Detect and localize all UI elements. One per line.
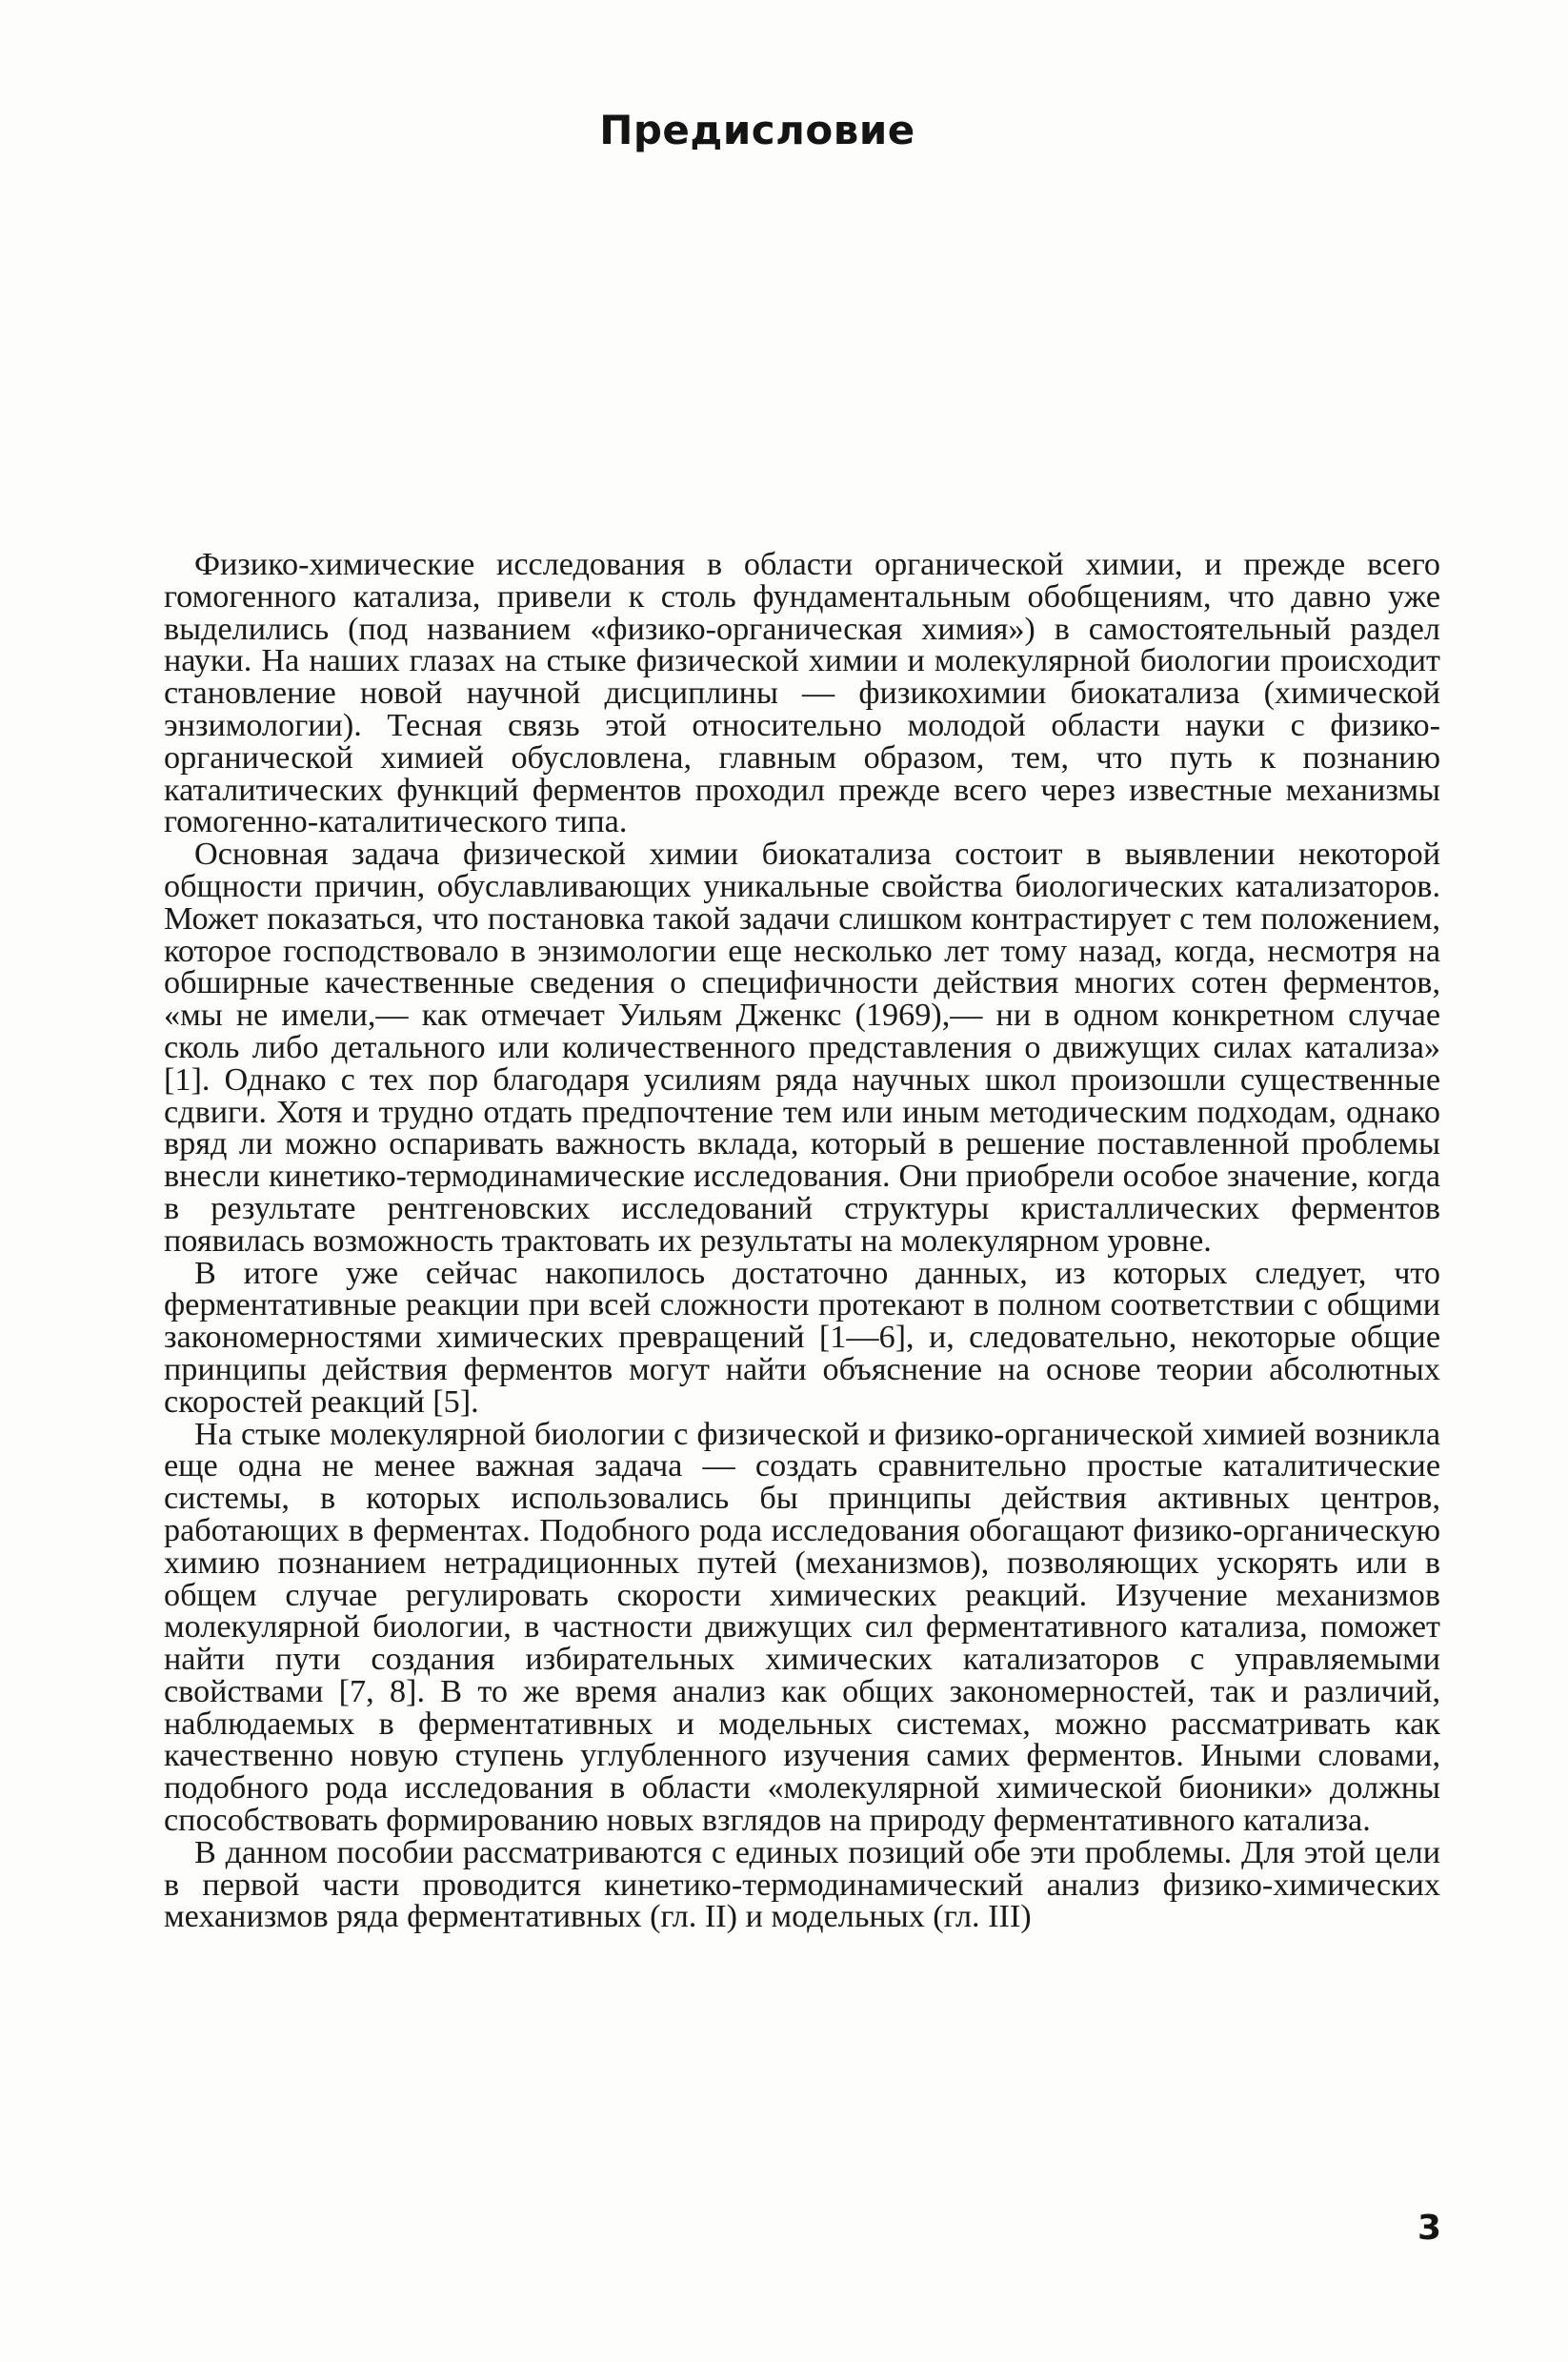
paragraph: В данном пособии рассматриваются с единых позиций обе эти проблемы. Для этой цели в первой части проводится кинетико-термодинамический анализ физико-химических механизмов ряда ферментативных (гл. II) и модельных (гл. III) (164, 1834, 1440, 1935)
paragraph: В итоге уже сейчас накопилось достаточно данных, из которых следует, что ферментативные реакции при всей сложности протекают в полном соответствии с общими закономерностями химических превращений [1—6], и, следовательно, некоторые общие принципы действия ферментов могут найти объяснение на основе теории абсолютных скоростей реакций [5]. (164, 1255, 1440, 1420)
paragraph: Основная задача физической химии биокатализа состоит в выявлении некоторой общности причин, обуславливающих уникальные свойства биологических катализаторов. Может показаться, что постановка такой задачи слишком контрастирует с тем положением, которое господствовало в энзимологии еще несколько лет тому назад, когда, несмотря на обширные качественные сведения о специфичности действия многих сотен ферментов, «мы не имели,— как отмечает Уильям Дженкс (1969),— ни в одном конкретном случае сколь либо детального или количественного представления о движущих силах катализа» [1]. Однако с тех пор благодаря усилиям ряда научных школ произошли существенные сдвиги. Хотя и трудно отдать предпочтение тем или иным методическим подходам, однако вряд ли можно оспаривать важность вклада, который в решение поставленной проблемы внесли кинетико-термодинамические исследования. Они приобрели особое значение, когда в результате рентгеновских исследований структуры кристаллических ферментов появилась возможность трактовать их результаты на молекулярном уровне. (164, 837, 1440, 1259)
page-number: 3 (1417, 2209, 1442, 2248)
paragraph: Физико-химические исследования в области органической химии, и прежде всего гомогенного катализа, привели к столь фундаментальным обобщениям, что давно уже выделились (под названием «физико-органическая химия») в самостоятельный раздел науки. На наших глазах на стыке физической химии и молекулярной биологии происходит становление новой научной дисциплины — физикохимии биокатализа (химической энзимологии). Тесная связь этой относительно молодой области науки с физико-органической химией обусловлена, главным образом, тем, что путь к познанию каталитических функций ферментов проходил прежде всего через известные механизмы гомогенно-каталитического типа. (164, 547, 1440, 840)
page-title: Предисловие (599, 107, 915, 153)
preface-body (164, 549, 1440, 1933)
paragraph: На стыке молекулярной биологии с физической и физико-органической химией возникла еще одна не менее важная задача — создать сравнительно простые каталитические системы, в которых использовались бы принципы действия активных центров, работающих в ферментах. Подобного рода исследования обогащают физико-органическую химию познанием нетрадиционных путей (механизмов), позволяющих ускорять или в общем случае регулировать скорости химических реакций. Изучение механизмов молекулярной биологии, в частности движущих сил ферментативного катализа, поможет найти пути создания избирательных химических катализаторов с управляемыми свойствами [7, 8]. В то же время анализ как общих закономерностей, так и различий, наблюдаемых в ферментативных и модельных системах, можно рассматривать как качественно новую ступень углубленного изучения самих ферментов. Иными словами, подобного рода исследования в области «молекулярной химической бионики» должны способствовать формированию новых взглядов на природу ферментативного катализа. (164, 1416, 1440, 1839)
